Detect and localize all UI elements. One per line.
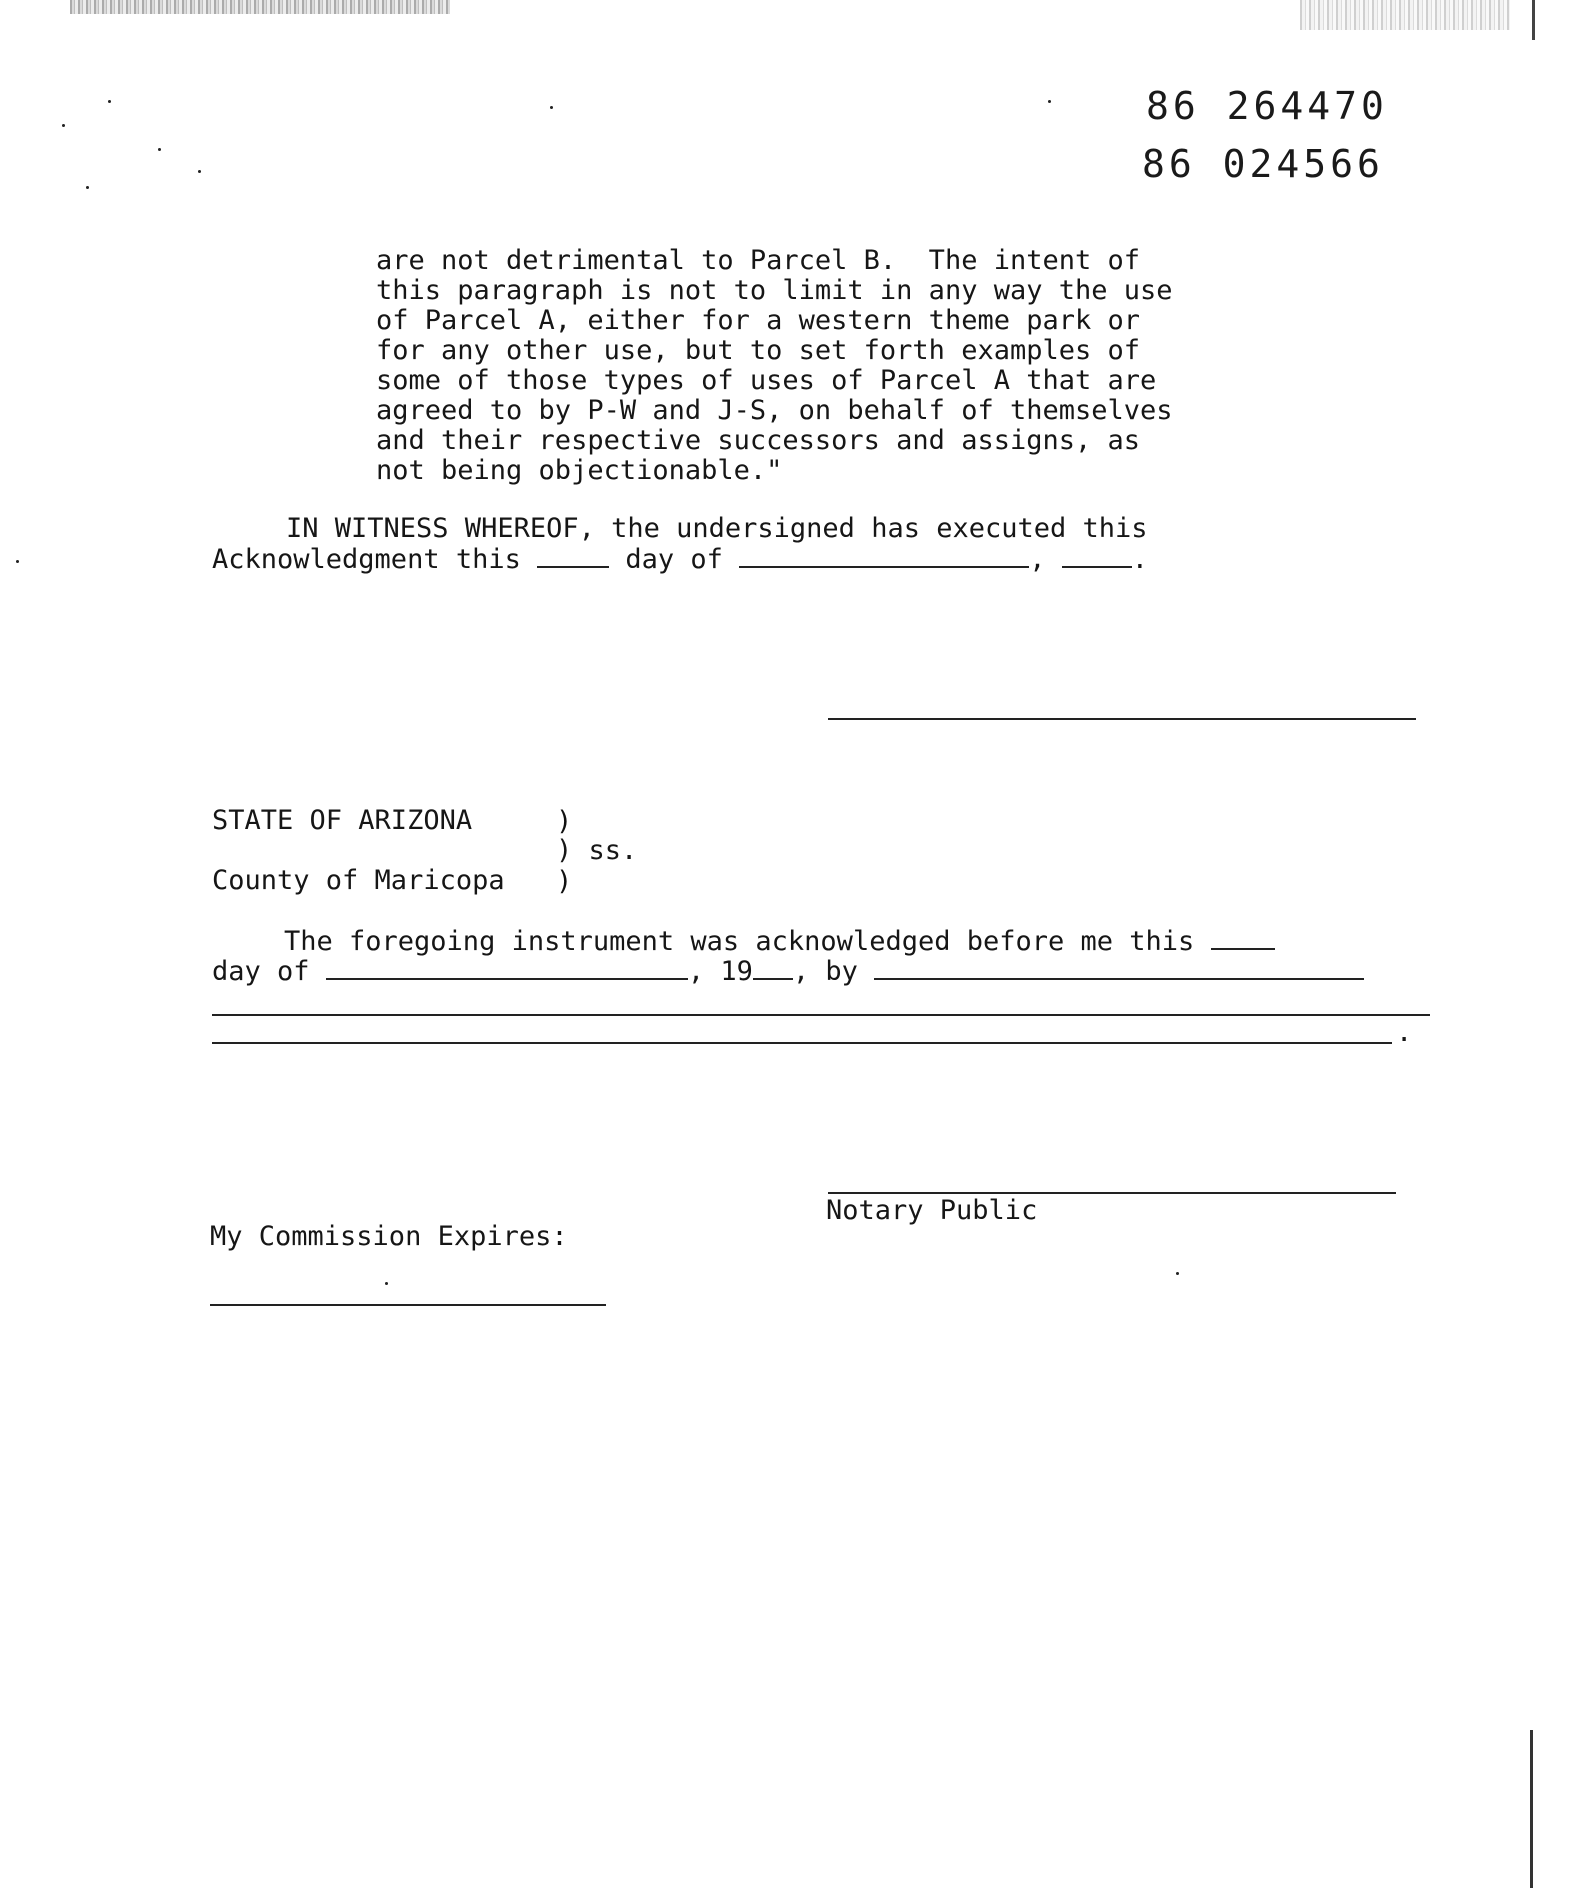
scan-artifact-top-left: [70, 0, 450, 14]
witness-line-2: Acknowledgment this day of , .: [212, 544, 1148, 575]
scan-artifact-top-right: [1300, 0, 1510, 30]
scan-speck: [62, 124, 65, 127]
venue-paren: ): [556, 806, 573, 837]
paragraph-line: for any other use, but to set forth examples of: [376, 335, 1141, 366]
scan-speck: [108, 100, 111, 103]
document-number-secondary: 86 024566: [1142, 142, 1384, 186]
witness-line-1: IN WITNESS WHEREOF, the undersigned has executed this: [286, 513, 1148, 544]
year-blank[interactable]: [1062, 544, 1132, 568]
scan-speck: [16, 560, 19, 563]
scan-speck: [198, 170, 201, 173]
commission-expires-label: My Commission Expires:: [210, 1221, 568, 1252]
paragraph-line: agreed to by P-W and J-S, on behalf of themselves: [376, 395, 1173, 426]
document-number-primary: 86 264470: [1146, 84, 1388, 128]
day-blank[interactable]: [537, 544, 609, 568]
ack-day-blank[interactable]: [1211, 926, 1275, 950]
paragraph-line: not being objectionable.": [376, 455, 783, 486]
scan-speck: [385, 1282, 388, 1285]
notary-signature-line[interactable]: [828, 1192, 1396, 1194]
ack-name-line-1[interactable]: [212, 1014, 1430, 1016]
ack-name-line-2[interactable]: [212, 1042, 1392, 1044]
scan-speck: [550, 106, 553, 109]
scan-edge-bottom-right: [1530, 1730, 1533, 1888]
scan-speck: [86, 186, 89, 189]
venue-state: STATE OF ARIZONA: [212, 805, 473, 836]
notary-public-label: Notary Public: [826, 1195, 1038, 1226]
venue-county: County of Maricopa: [212, 865, 505, 896]
scan-edge-top-right: [1532, 0, 1535, 40]
commission-expires-line[interactable]: [210, 1304, 606, 1306]
paragraph-line: and their respective successors and assigns, as: [376, 425, 1141, 456]
acknowledgment-line-1: The foregoing instrument was acknowledged before me this: [284, 926, 1414, 957]
body-paragraph: [376, 246, 1276, 486]
paragraph-line: of Parcel A, either for a western theme park or: [376, 305, 1141, 336]
month-blank[interactable]: [739, 544, 1029, 568]
scan-speck: [1048, 100, 1051, 103]
acknowledgment-line-2: day of , 19 , by: [212, 956, 1412, 987]
ack-year-blank[interactable]: [753, 956, 793, 980]
signature-line[interactable]: [828, 718, 1416, 720]
paragraph-line: some of those types of uses of Parcel A that are: [376, 365, 1157, 396]
scan-speck: [1176, 1272, 1179, 1275]
ack-by-blank[interactable]: [874, 956, 1364, 980]
scan-speck: [158, 148, 161, 151]
ack-end-period: .: [1396, 1017, 1413, 1048]
paragraph-line: this paragraph is not to limit in any way the use: [376, 275, 1173, 306]
ack-month-blank[interactable]: [326, 956, 688, 980]
venue-paren: ): [556, 866, 573, 897]
venue-ss: ) ss.: [556, 835, 638, 866]
paragraph-line: are not detrimental to Parcel B. The intent of: [376, 245, 1141, 276]
